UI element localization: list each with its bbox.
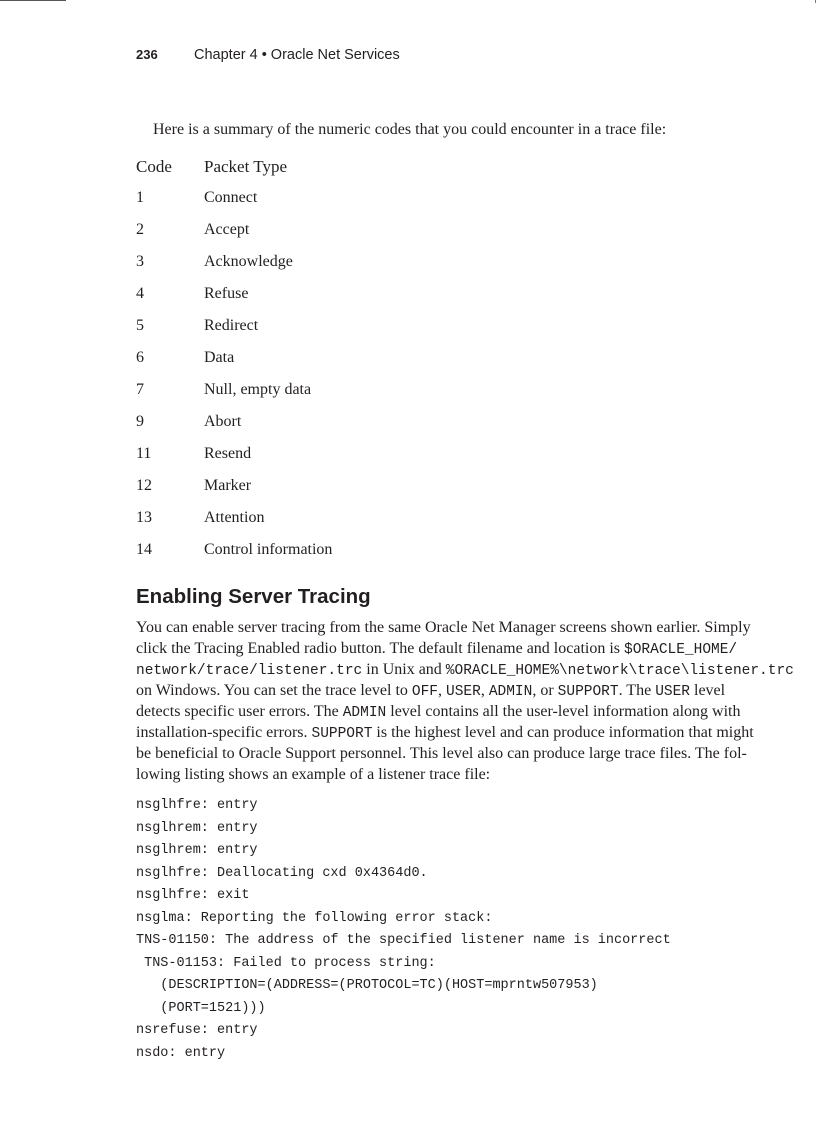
table-header-row bbox=[136, 157, 536, 189]
table-row bbox=[136, 253, 536, 285]
listing-line: TNS-01150: The address of the specified listener name is incorrect bbox=[136, 933, 671, 948]
code-cell: 14 bbox=[136, 541, 152, 558]
column-header-code: Code bbox=[136, 157, 172, 176]
listing-line: nsdo: entry bbox=[136, 1045, 226, 1061]
code-cell: 2 bbox=[136, 221, 144, 238]
table-row bbox=[136, 381, 536, 413]
code-user: USER bbox=[446, 684, 481, 700]
listing-line: nsglhfre: exit bbox=[136, 888, 250, 903]
table-row bbox=[136, 445, 536, 477]
paragraph-line: be beneficial to Oracle Support personnel. This level also can produce large trace files. The fol- bbox=[136, 745, 747, 762]
packet-type-cell: Data bbox=[204, 349, 235, 366]
code-off: OFF bbox=[411, 684, 439, 700]
table-row bbox=[136, 189, 536, 221]
table-row bbox=[136, 413, 536, 445]
table-row bbox=[136, 541, 536, 573]
paragraph-line: lowing listing shows an example of a listener trace file: bbox=[136, 766, 491, 783]
table-row bbox=[136, 349, 536, 381]
packet-type-cell: Null, empty data bbox=[204, 381, 312, 398]
code-user: USER bbox=[655, 684, 690, 700]
listing-line: (DESCRIPTION=(ADDRESS=(PROTOCOL=TC)(HOST=mprntw507953) bbox=[136, 978, 598, 993]
listing-line: nsglhfre: entry bbox=[136, 798, 258, 813]
listing-line: TNS-01153: Failed to process string: bbox=[136, 955, 436, 971]
intro-paragraph: Here is a summary of the numeric codes that you could encounter in a trace file: bbox=[153, 121, 667, 138]
chapter-title: Chapter 4 • Oracle Net Services bbox=[194, 47, 400, 63]
code-windows-path: %ORACLE_HOME%\network\trace\listener.trc bbox=[445, 663, 794, 679]
code-cell: 9 bbox=[136, 413, 144, 430]
paragraph-line: You can enable server tracing from the same Oracle Net Manager screens shown earlier. Simply bbox=[136, 619, 751, 636]
packet-type-cell: Refuse bbox=[204, 285, 249, 302]
code-cell: 7 bbox=[136, 381, 144, 398]
packet-type-cell: Marker bbox=[204, 477, 252, 494]
paragraph-line: installation-specific errors. SUPPORT is the highest level and can produce information that might bbox=[136, 724, 754, 742]
packet-code-table bbox=[136, 157, 536, 573]
packet-type-cell: Attention bbox=[204, 509, 265, 526]
code-cell: 4 bbox=[136, 285, 144, 302]
paragraph-line: network/trace/listener.trc in Unix and %ORACLE_HOME%\network\trace\listener.trc bbox=[136, 661, 794, 679]
listing-line: nsrefuse: entry bbox=[136, 1023, 258, 1038]
corner-mark bbox=[812, 0, 816, 3]
paragraph-line: detects specific user errors. The ADMIN level contains all the user-level information along with bbox=[136, 703, 741, 721]
code-admin: ADMIN bbox=[342, 705, 387, 721]
code-support: SUPPORT bbox=[557, 684, 619, 700]
listing-line: nsglma: Reporting the following error stack: bbox=[136, 910, 493, 926]
code-cell: 13 bbox=[136, 509, 152, 526]
paragraph-line: click the Tracing Enabled radio button. The default filename and location is $ORACLE_HOME/ bbox=[136, 640, 738, 658]
table-row bbox=[136, 221, 536, 253]
code-oracle-home: $ORACLE_HOME/ bbox=[624, 642, 738, 658]
table-row bbox=[136, 317, 536, 349]
table-row bbox=[136, 285, 536, 317]
packet-type-cell: Control information bbox=[204, 541, 333, 558]
code-support: SUPPORT bbox=[311, 726, 373, 742]
table-row bbox=[136, 509, 536, 541]
section-heading: Enabling Server Tracing bbox=[136, 585, 371, 608]
packet-type-cell: Connect bbox=[204, 189, 258, 206]
table-row bbox=[136, 477, 536, 509]
listing-line: nsglhrem: entry bbox=[136, 820, 258, 836]
code-cell: 6 bbox=[136, 349, 144, 366]
packet-type-cell: Accept bbox=[204, 221, 250, 238]
listing-line: nsglhrem: entry bbox=[136, 843, 258, 858]
packet-type-cell: Redirect bbox=[204, 317, 259, 334]
packet-type-cell: Resend bbox=[204, 445, 252, 462]
listing-line: nsglhfre: Deallocating cxd 0x4364d0. bbox=[136, 865, 428, 881]
listing-line: (PORT=1521))) bbox=[136, 1000, 266, 1016]
page-number: 236 bbox=[136, 47, 158, 62]
body-paragraph bbox=[136, 617, 794, 785]
trace-listing bbox=[136, 798, 671, 1068]
column-header-packet-type: Packet Type bbox=[204, 157, 287, 176]
code-admin: ADMIN bbox=[488, 684, 533, 700]
code-cell: 5 bbox=[136, 317, 144, 334]
code-cell: 12 bbox=[136, 477, 152, 494]
crop-mark bbox=[0, 0, 66, 1]
packet-type-cell: Acknowledge bbox=[204, 253, 293, 270]
packet-type-cell: Abort bbox=[204, 413, 242, 430]
code-cell: 1 bbox=[136, 189, 144, 206]
code-network-path: network/trace/listener.trc bbox=[136, 663, 363, 679]
code-cell: 11 bbox=[136, 445, 152, 462]
code-cell: 3 bbox=[136, 253, 144, 270]
paragraph-line: on Windows. You can set the trace level to OFF, USER, ADMIN, or SUPPORT. The USER level bbox=[136, 682, 726, 700]
